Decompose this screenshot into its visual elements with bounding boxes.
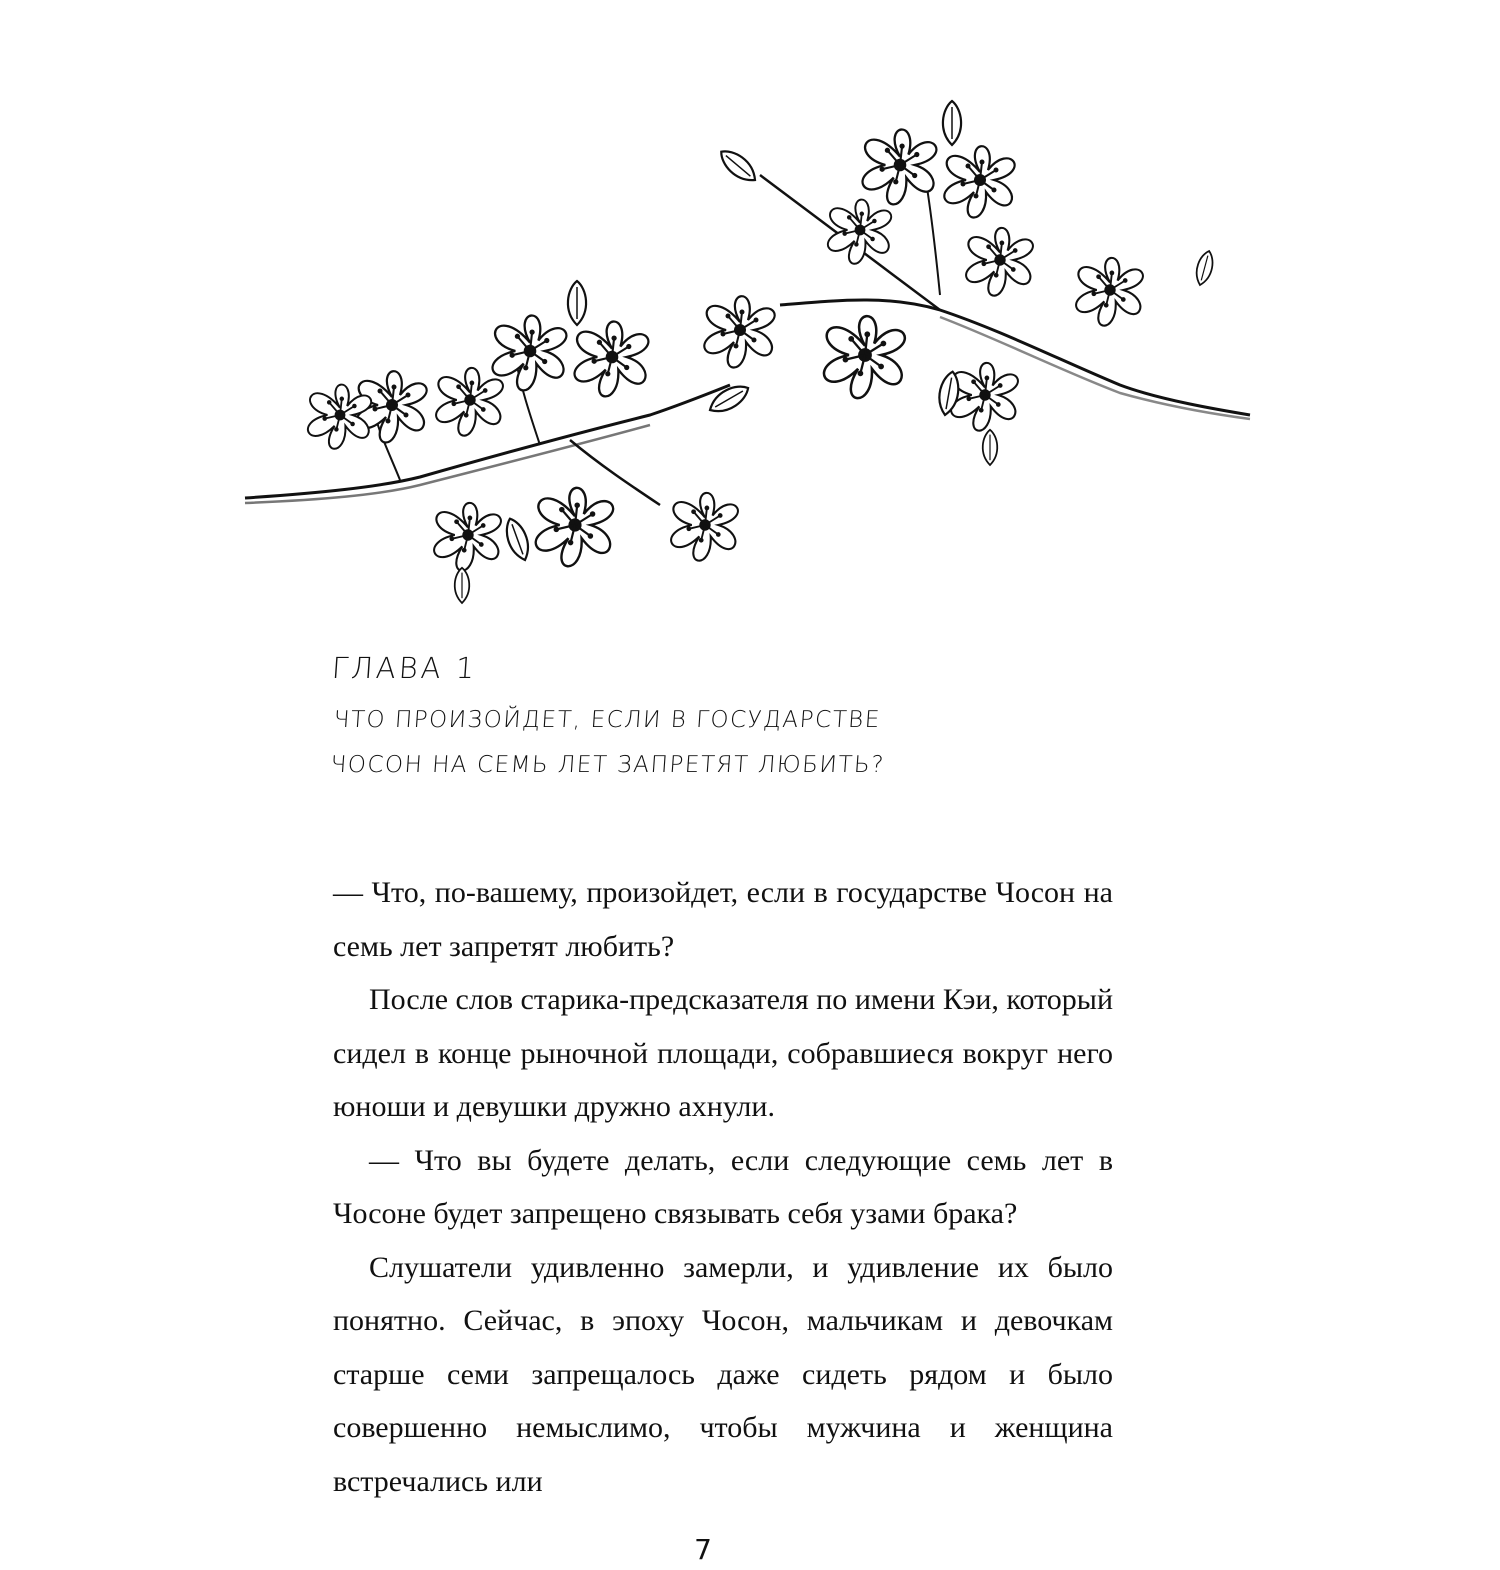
chapter-title: ЧТО ПРОИЗОЙДЕТ, ЕСЛИ В ГОСУДАРСТВЕ ЧОСОН НА СЕМЬ ЛЕТ ЗАПРЕТЯТ ЛЮБИТЬ?: [329, 707, 886, 778]
text-column: [333, 866, 1113, 1570]
page-number: 7: [694, 1533, 712, 1566]
bud: [455, 568, 469, 603]
bud: [568, 281, 586, 325]
blossom: [493, 316, 567, 391]
bud: [1193, 249, 1216, 287]
body-text: [333, 866, 1113, 1508]
paragraph: Слушатели удивленно замерли, и удивление их было понятно. Сейчас, в эпоху Чосон, мальчикам и девочкам старше семи запрещалось даже сидеть рядом и было совершенно немыслимо, чтобы мужчина и женщина встречались или: [333, 1250, 1113, 1498]
chapter-heading: [329, 643, 1132, 788]
cherry-blossom-illustration: [240, 85, 1260, 615]
blossom: [536, 488, 613, 566]
bud: [501, 516, 533, 564]
blossom: [951, 363, 1018, 431]
chapter-label: ГЛАВА 1: [330, 651, 479, 685]
blossom: [434, 503, 501, 571]
blossom: [575, 322, 649, 397]
blossom: [824, 316, 905, 398]
paragraph: — Что, по-вашему, произойдет, если в государстве Чосон на семь лет запретят любить?: [333, 876, 1113, 963]
blossom: [436, 368, 503, 436]
left-branch: [245, 281, 753, 603]
bud: [983, 430, 997, 465]
blossom: [1076, 258, 1143, 326]
blossom: [704, 296, 774, 367]
paragraph: После слов старика-предсказателя по имени Кэи, который сидел в конце рыночной площади, собравшиеся вокруг него юноши и девушки дружно ахнули.: [333, 983, 1113, 1123]
blossom: [966, 228, 1033, 296]
bud: [943, 101, 961, 145]
right-branch: [704, 101, 1250, 465]
blossom: [863, 130, 937, 205]
bud: [715, 145, 760, 187]
paragraph: — Что вы будете делать, если следующие семь лет в Чосоне будет запрещено связывать себя узами брака?: [333, 1143, 1113, 1230]
blossom: [944, 146, 1014, 217]
blossom: [671, 493, 738, 561]
